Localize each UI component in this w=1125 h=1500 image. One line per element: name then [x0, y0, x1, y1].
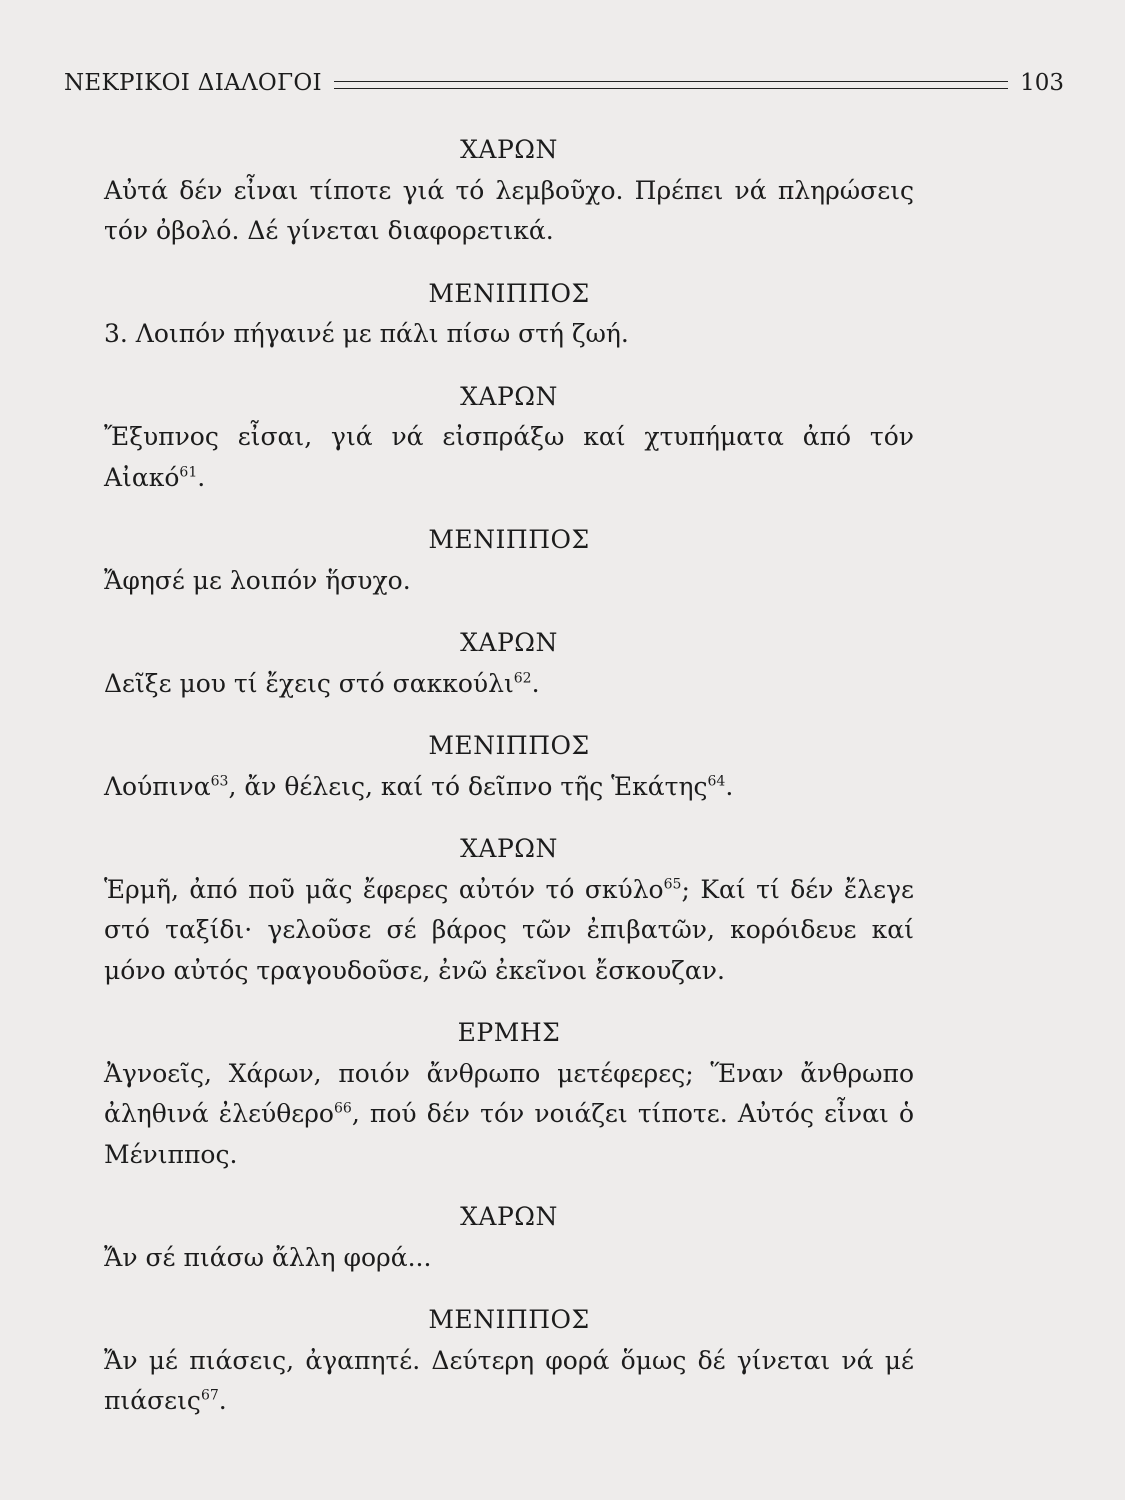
- dialogue-line: Δεῖξε μου τί ἔχεις στό σακκούλι$^{62}$.: [104, 668, 540, 698]
- dialogue-line: Ἄν σέ πιάσω ἄλλη φορά...: [104, 1242, 432, 1272]
- speaker-heading: ΧΑΡΩΝ: [460, 381, 558, 411]
- dialogue-line: Ἑρμῆ, ἀπό ποῦ μᾶς ἔφερες αὐτόν τό σκύλο$^{65}$; Καί τί δέν ἔλεγε στό ταξίδι· γελοῦσε σέ βάρος τῶν ἐπιβατῶν, κορόιδευε καί μόνο αὐτός τραγουδοῦσε, ἐνῶ ἐκεῖνοι ἔσκουζαν.: [104, 874, 914, 985]
- dialogue-line: Ἄφησέ με λοιπόν ἥσυχο.: [104, 565, 411, 595]
- speaker-heading: ΕΡΜΗΣ: [457, 1018, 561, 1047]
- page-number: 103: [1020, 70, 1064, 96]
- speaker-heading: ΧΑΡΩΝ: [460, 135, 558, 164]
- dialogue-line: Ἀγνοεῖς, Χάρων, ποιόν ἄνθρωπο μετέφερες; Ἕναν ἄνθρωπο ἀληθινά ἐλεύθερο$^{66}$, πού δέν τόν νοιάζει τίποτε. Αὐτός εἶναι ὁ Μένιππος.: [104, 1058, 915, 1169]
- running-header: [64, 66, 1064, 100]
- footnote-ref: 61: [179, 464, 198, 481]
- speaker-heading: ΧΑΡΩΝ: [460, 628, 558, 657]
- dialogue-text: [104, 130, 914, 1422]
- dialogue-line: 3. Λοιπόν πήγαινέ με πάλι πίσω στή ζωή.: [104, 319, 629, 348]
- speaker-heading: ΜΕΝΙΠΠΟΣ: [428, 278, 590, 308]
- speaker-heading: ΜΕΝΙΠΠΟΣ: [428, 1305, 590, 1334]
- footnote-ref: 67: [200, 1387, 219, 1404]
- footnote-ref: 62: [513, 670, 532, 687]
- footnote-ref: 65: [663, 876, 682, 893]
- dialogue-line: Ἔξυπνος εἶσαι, γιά νά εἰσπράξω καί χτυπήματα ἀπό τόν Αἰακό$^{61}$.: [104, 422, 914, 492]
- header-double-rule: [334, 81, 1008, 89]
- dialogue-line: Λούπινα$^{63}$, ἄν θέλεις, καί τό δεῖπνο τῆς Ἑκάτης$^{64}$.: [104, 771, 734, 801]
- footnote-ref: 63: [210, 773, 229, 790]
- speaker-heading: ΧΑΡΩΝ: [460, 834, 558, 863]
- running-title: ΝΕΚΡΙΚΟΙ ΔΙΑΛΟΓΟΙ: [64, 70, 322, 96]
- dialogue-line: Αὐτά δέν εἶναι τίποτε γιά τό λεμβοῦχο. Πρέπει νά πληρώσεις τόν ὀβολό. Δέ γίνεται διαφορετικά.: [104, 175, 914, 245]
- footnote-ref: 66: [333, 1100, 352, 1117]
- speaker-heading: ΜΕΝΙΠΠΟΣ: [428, 525, 590, 554]
- footnote-ref: 64: [707, 773, 726, 790]
- speaker-heading: ΜΕΝΙΠΠΟΣ: [428, 731, 590, 760]
- speaker-heading: ΧΑΡΩΝ: [460, 1202, 558, 1231]
- dialogue-line: Ἄν μέ πιάσεις, ἀγαπητέ. Δεύτερη φορά ὅμως δέ γίνεται νά μέ πιάσεις$^{67}$.: [104, 1345, 914, 1415]
